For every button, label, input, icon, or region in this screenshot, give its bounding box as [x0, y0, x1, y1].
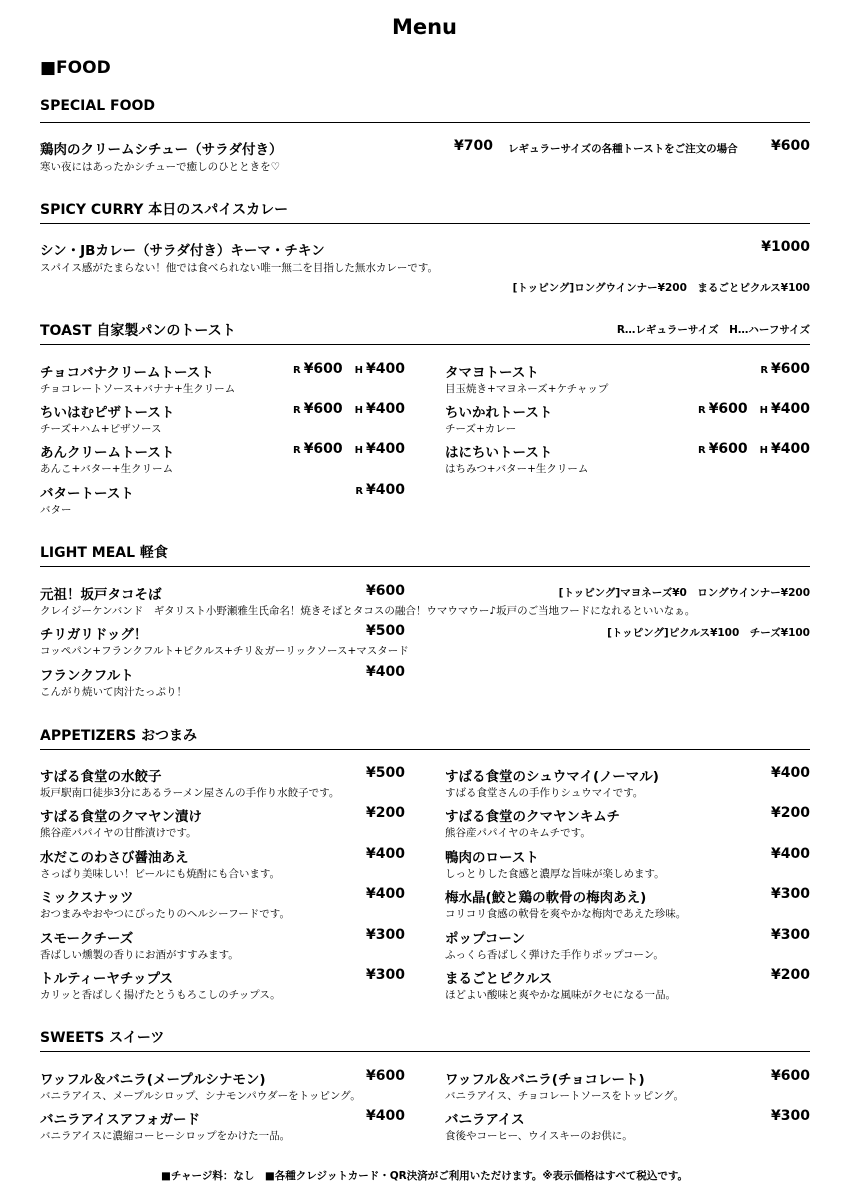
half-size-label: H — [354, 365, 364, 376]
section-heading-sweets: SWEETS スイーツ — [40, 1030, 165, 1046]
menu-item-name: フランクフルト — [40, 668, 134, 684]
menu-item-name: あんクリームトースト — [40, 445, 175, 461]
menu-item-name: 鶏肉のクリームシチュー（サラダ付き） — [40, 142, 283, 158]
regular-size-label: R — [760, 365, 769, 376]
menu-item-description: おつまみやおやつにぴったりのヘルシーフードです。 — [40, 908, 290, 920]
menu-item-price: ¥200 — [366, 805, 405, 821]
divider — [40, 122, 810, 123]
food-heading: ■FOOD — [40, 58, 111, 78]
regular-price: ¥600 — [708, 401, 748, 417]
section-heading-toast: TOAST 自家製パンのトースト — [40, 323, 236, 339]
toast-price-pair — [698, 401, 810, 417]
half-price: ¥400 — [771, 441, 810, 457]
menu-item-price: ¥200 — [771, 967, 810, 983]
menu-item-name: ポップコーン — [445, 931, 526, 947]
menu-item-description: あんこ+バター+生クリーム — [40, 463, 174, 475]
menu-item-price: ¥400 — [366, 846, 405, 862]
menu-item-name: チリガリドッグ！ — [40, 627, 148, 643]
menu-item-price: ¥400 — [771, 765, 810, 781]
toast-price-pair — [760, 361, 810, 377]
menu-item-price: ¥300 — [771, 886, 810, 902]
menu-item-name: ちいはむピザトースト — [40, 405, 175, 421]
regular-price: ¥600 — [303, 441, 343, 457]
divider — [40, 566, 810, 567]
menu-item-description: 目玉焼き+マヨネーズ+ケチャップ — [445, 383, 609, 395]
menu-item-price: ¥500 — [366, 765, 405, 781]
menu-item-price: ¥600 — [366, 583, 405, 599]
regular-price: ¥400 — [366, 482, 405, 498]
toast-order-note: レギュラーサイズの各種トーストをご注文の場合 — [508, 143, 738, 155]
menu-item-description: バニラアイス、メープルシロップ、シナモンパウダーをトッピング。 — [40, 1090, 361, 1102]
menu-item-description: こんがり焼いて肉汁たっぷり！ — [40, 686, 187, 698]
menu-item-description: 坂戸駅南口徒歩3分にあるラーメン屋さんの手作り水餃子です。 — [40, 787, 340, 799]
menu-item-name: ミックスナッツ — [40, 890, 134, 906]
menu-item-price: ¥700 — [454, 138, 493, 154]
page-title: Menu — [391, 15, 458, 39]
menu-item-price: ¥400 — [366, 664, 405, 680]
menu-item-description: バター — [40, 504, 72, 516]
menu-item-description: チーズ+ハム+ピザソース — [40, 423, 162, 435]
menu-item-name: タマヨトースト — [445, 365, 539, 381]
regular-size-label: R — [697, 445, 706, 456]
half-price: ¥400 — [366, 361, 405, 377]
menu-item-name: ちいかれトースト — [445, 405, 553, 421]
regular-price: ¥600 — [771, 361, 810, 377]
toast-price-pair — [293, 441, 405, 457]
regular-size-label: R — [292, 365, 301, 376]
menu-item-description: しっとりした食感と濃厚な旨味が楽しめます。 — [445, 868, 665, 880]
menu-item-description: カリッと香ばしく揚げたとうもろこしのチップス。 — [40, 989, 281, 1001]
half-size-label: H — [354, 405, 364, 416]
section-heading-light-meal: LIGHT MEAL 軽食 — [40, 545, 168, 561]
menu-item-description: チーズ+カレー — [445, 423, 517, 435]
half-size-label: H — [759, 445, 769, 456]
menu-item-name: バニラアイスアフォガード — [40, 1112, 200, 1128]
regular-size-label: R — [355, 486, 364, 497]
regular-price: ¥600 — [303, 401, 343, 417]
menu-item-description: さっぱり美味しい！ビールにも焼酎にも合います。 — [40, 868, 281, 880]
menu-item-name: はにちいトースト — [445, 445, 553, 461]
toast-price-pair — [355, 482, 405, 498]
menu-item-price: ¥400 — [366, 1108, 405, 1124]
menu-item-name: 鴨肉のロースト — [445, 850, 539, 866]
menu-item-price: ¥600 — [366, 1068, 405, 1084]
section-heading-appetizers: APPETIZERS おつまみ — [40, 728, 197, 744]
menu-item-name: トルティーヤチップス — [40, 971, 173, 987]
menu-item-name: 水だこのわさび醤油あえ — [40, 850, 189, 866]
half-price: ¥400 — [366, 401, 405, 417]
menu-item-name: バタートースト — [40, 486, 134, 502]
divider — [40, 1051, 810, 1052]
regular-size-label: R — [292, 405, 301, 416]
section-heading-curry: SPICY CURRY 本日のスパイスカレー — [40, 202, 289, 218]
menu-item-description: クレイジーケンバンド ギタリスト小野瀬雅生氏命名！焼きそばとタコスの融合！ウマウマウー♪坂戸のご当地フードになれるといいなぁ。 — [40, 605, 696, 617]
menu-item-description: 食後やコーヒー、ウイスキーのお供に。 — [445, 1130, 633, 1142]
menu-item-description: コリコリ食感の軟骨を爽やかな梅肉であえた珍味。 — [445, 908, 687, 920]
menu-item-description: 香ばしい燻製の香りにお酒がすすみます。 — [40, 949, 239, 961]
menu-item-price: ¥200 — [771, 805, 810, 821]
footer-note: ■チャージ料：なし ■各種クレジットカード・QR決済がご利用いただけます。※表示価格はすべて税込です。 — [160, 1170, 689, 1182]
menu-item-price: ¥300 — [771, 927, 810, 943]
menu-item-name: まるごとピクルス — [445, 971, 553, 987]
menu-item-description: ほどよい酸味と爽やかな風味がクセになる一品。 — [445, 989, 676, 1001]
menu-item-description: 熊谷産パパイヤの甘酢漬けです。 — [40, 827, 197, 839]
regular-size-label: R — [697, 405, 706, 416]
menu-item-name: バニラアイス — [445, 1112, 525, 1128]
menu-item-description: ふっくら香ばしく弾けた手作りポップコーン。 — [445, 949, 664, 961]
divider — [40, 749, 810, 750]
menu-item-price: ¥500 — [366, 623, 405, 639]
menu-item-price: ¥300 — [366, 927, 405, 943]
menu-item-name: すばる食堂のシュウマイ(ノーマル) — [445, 769, 659, 785]
size-legend: R…レギュラーサイズ H…ハーフサイズ — [616, 324, 810, 336]
half-price: ¥400 — [771, 401, 810, 417]
half-size-label: H — [354, 445, 364, 456]
menu-item-name: スモークチーズ — [40, 931, 134, 947]
half-price: ¥400 — [366, 441, 405, 457]
divider — [40, 223, 810, 224]
menu-item-name: 元祖！坂戸タコそば — [40, 587, 162, 603]
regular-size-label: R — [292, 445, 301, 456]
regular-price: ¥600 — [303, 361, 343, 377]
menu-item-name: すばる食堂のクマヤンキムチ — [445, 809, 620, 825]
menu-item-price: ¥1000 — [761, 239, 810, 255]
menu-item-description: バニラアイス、チョコレートソースをトッピング。 — [445, 1090, 684, 1102]
menu-item-description: チョコレートソース+バナナ+生クリーム — [40, 383, 236, 395]
menu-item-price: ¥600 — [771, 1068, 810, 1084]
menu-item-name: チョコバナクリームトースト — [40, 365, 214, 381]
toast-price-pair — [293, 361, 405, 377]
menu-item-description: コッペパン+フランクフルト+ピクルス+チリ＆ガーリックソース+マスタード — [40, 645, 409, 657]
half-size-label: H — [759, 405, 769, 416]
menu-item-description: 熊谷産パパイヤのキムチです。 — [445, 827, 591, 839]
toast-price-pair — [293, 401, 405, 417]
menu-item-name: シン・JBカレー（サラダ付き）キーマ・チキン — [40, 243, 325, 259]
toast-order-note-price: ¥600 — [771, 138, 810, 154]
menu-item-price: ¥300 — [366, 967, 405, 983]
menu-item-name: すばる食堂のクマヤン漬け — [40, 809, 202, 825]
menu-item-description: すばる食堂さんの手作りシュウマイです。 — [445, 787, 644, 799]
menu-item-name: ワッフル＆バニラ(メープルシナモン) — [40, 1072, 266, 1088]
topping-note: [トッピング]ロングウインナー¥200 まるごとピクルス¥100 — [512, 282, 810, 294]
menu-item-name: すばる食堂の水餃子 — [40, 769, 162, 785]
toast-price-pair — [698, 441, 810, 457]
menu-item-description: スパイス感がたまらない！他では食べられない唯一無二を目指した無水カレーです。 — [40, 262, 439, 274]
menu-item-description: はちみつ+バター+生クリーム — [445, 463, 589, 475]
menu-item-description: バニラアイスに濃縮コーヒーシロップをかけた一品。 — [40, 1130, 291, 1142]
topping-note: [トッピング]ピクルス¥100 チーズ¥100 — [607, 627, 810, 639]
menu-item-price: ¥300 — [771, 1108, 810, 1124]
menu-item-name: ワッフル＆バニラ(チョコレート) — [445, 1072, 645, 1088]
menu-item-description: 寒い夜にはあったかシチューで癒しのひとときを♡ — [40, 161, 280, 173]
menu-item-price: ¥400 — [771, 846, 810, 862]
menu-item-name: 梅水晶(鮫と鶏の軟骨の梅肉あえ) — [445, 890, 647, 906]
divider — [40, 344, 810, 345]
topping-note: [トッピング]マヨネーズ¥0 ロングウインナー¥200 — [558, 587, 810, 599]
regular-price: ¥600 — [708, 441, 748, 457]
menu-item-price: ¥400 — [366, 886, 405, 902]
section-heading-special: SPECIAL FOOD — [40, 98, 156, 114]
